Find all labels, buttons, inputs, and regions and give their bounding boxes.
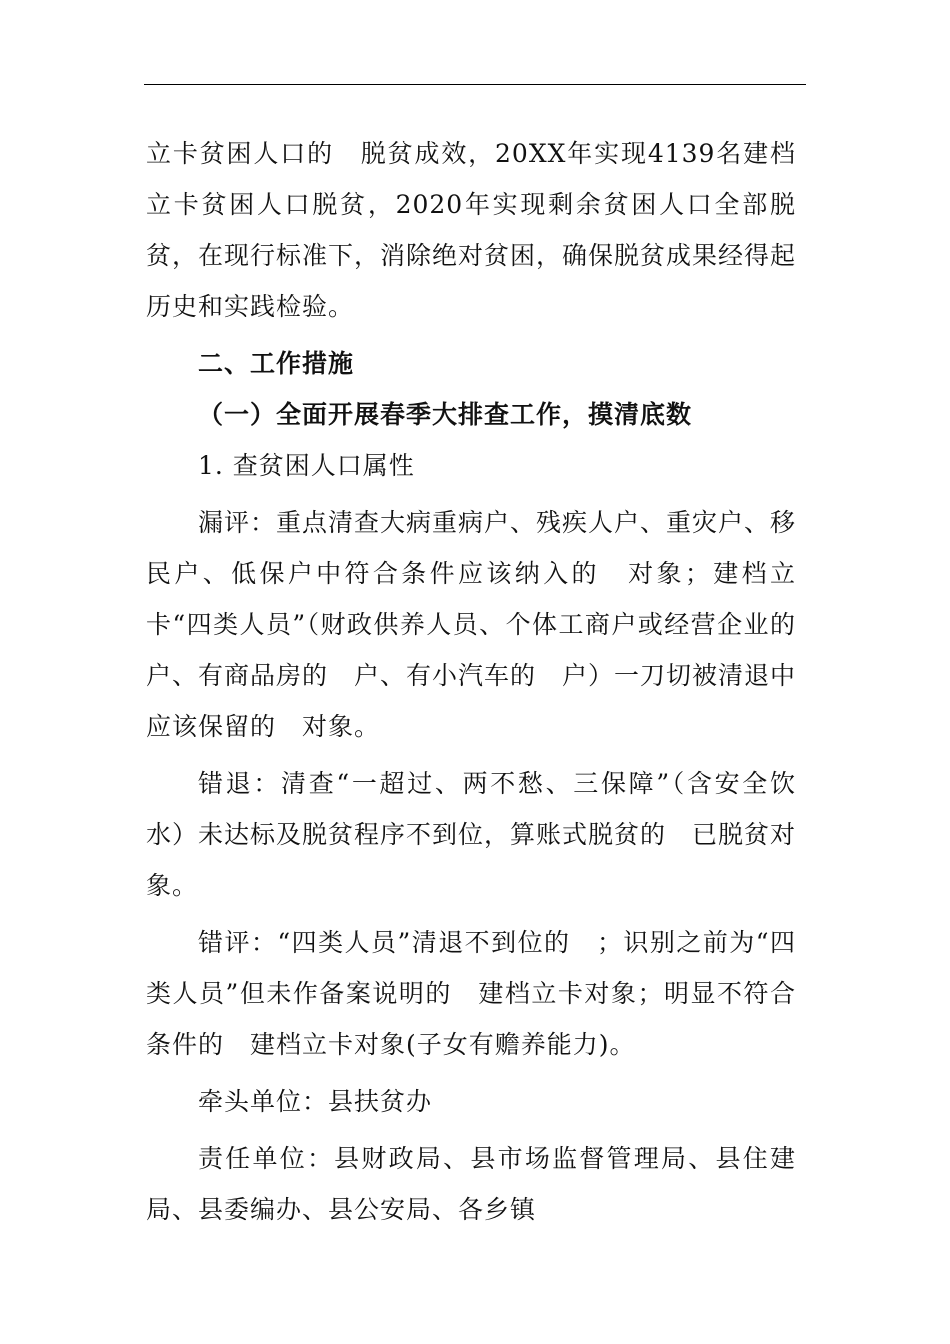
paragraph-responsible-units: 责任单位：县财政局、县市场监督管理局、县住建局、县委编办、县公安局、各乡镇 xyxy=(146,1144,796,1224)
paragraph-poverty-goals: 立卡贫困人口的 脱贫成效，20XX年实现4139名建档立卡贫困人口脱贫，2020年实现剩余贫困人口全部脱贫，在现行标准下，消除绝对贫困，确保脱贫成果经得起历史和实践检验。 xyxy=(146,139,797,321)
paragraph-missed-assessment: 漏评：重点清查大病重病户、残疾人户、重灾户、移民户、低保户中符合条件应该纳入的 对象；建档立卡“四类人员”（财政供养人员、个体工商户或经营企业的户、有商品房的 户、有小汽车的 户）一刀切被清退中应该保留的 对象。 xyxy=(146,508,797,741)
paragraph-lead-unit: 牵头单位：县扶贫办 xyxy=(198,1087,433,1116)
paragraph-wrong-assessment: 错评：“四类人员”清退不到位的 ；识别之前为“四类人员”但未作备案说明的 建档立卡对象；明显不符合条件的 建档立卡对象(子女有赡养能力)。 xyxy=(146,928,796,1059)
document-body xyxy=(146,128,796,1235)
item-heading: 1. 查贫困人口属性 xyxy=(198,451,415,480)
header-rule xyxy=(144,84,806,85)
sub-heading: （一）全面开展春季大排查工作，摸清底数 xyxy=(198,400,693,429)
section-heading: 二、工作措施 xyxy=(198,349,355,378)
paragraph-wrong-exit: 错退：清查“一超过、两不愁、三保障”（含安全饮水）未达标及脱贫程序不到位，算账式脱贫的 已脱贫对象。 xyxy=(146,769,797,900)
